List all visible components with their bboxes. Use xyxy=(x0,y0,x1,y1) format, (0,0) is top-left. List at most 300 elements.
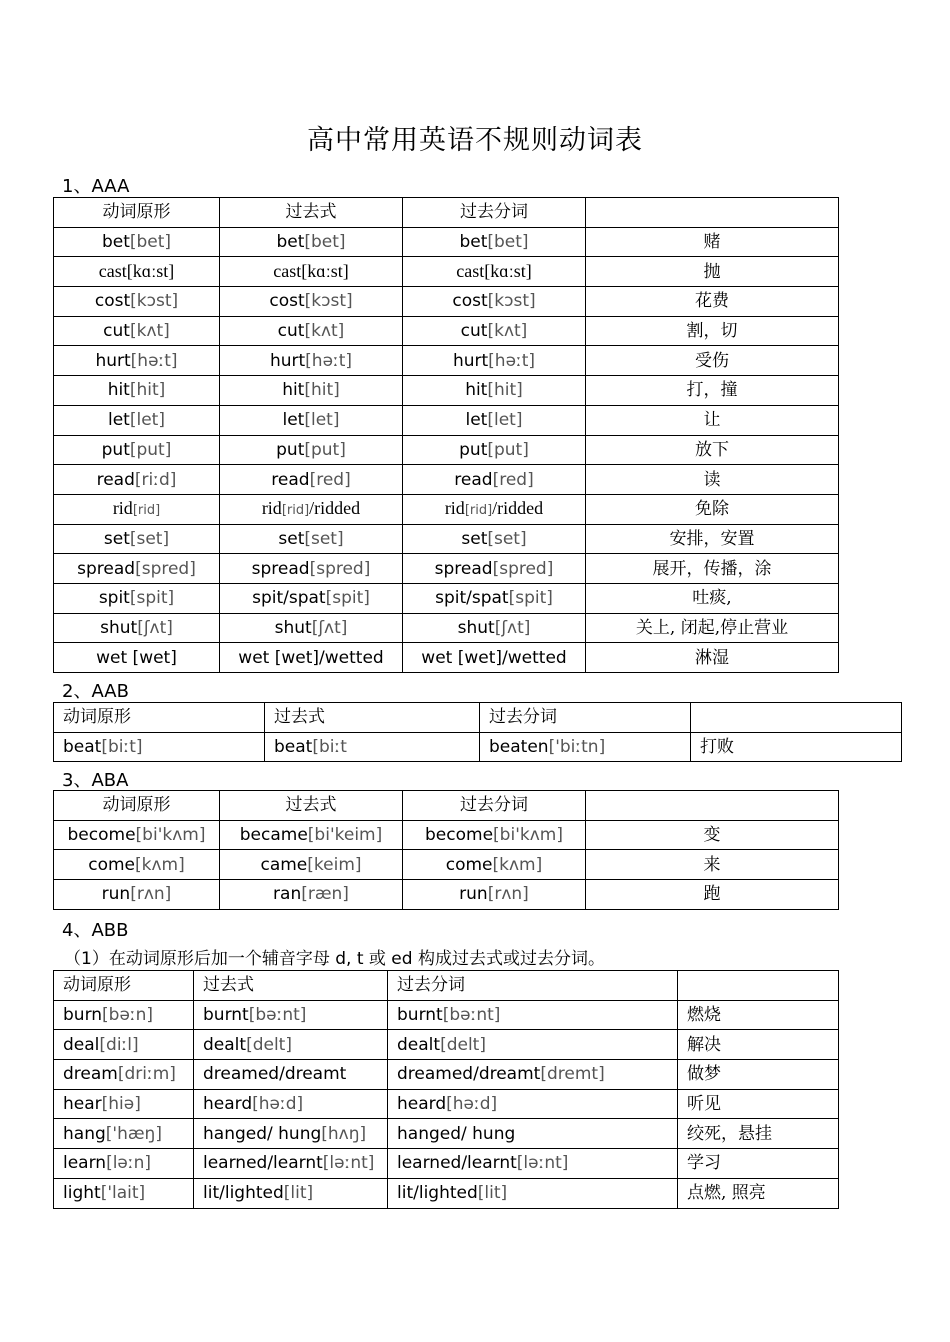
header-cell: 过去式 xyxy=(265,703,480,733)
phonetic: [let] xyxy=(304,410,340,431)
verb-word: deal xyxy=(63,1034,100,1055)
verb-word: let xyxy=(465,410,488,431)
table-row xyxy=(54,1000,839,1030)
verb-form-cell xyxy=(403,257,586,287)
phonetic: [kʌt] xyxy=(487,321,528,342)
verb-form-cell xyxy=(388,1089,678,1119)
verb-word: come xyxy=(445,854,493,875)
header-row xyxy=(54,971,839,1001)
verb-form-cell xyxy=(403,465,586,495)
verb-form-cell xyxy=(220,583,403,613)
meaning-cell: 抛 xyxy=(586,257,839,287)
verb-word: hurt xyxy=(269,350,306,371)
verb-form-cell xyxy=(403,376,586,406)
verb-word: come xyxy=(88,854,136,875)
verb-form-cell xyxy=(54,1089,194,1119)
verb-form-cell xyxy=(54,1000,194,1030)
table-row xyxy=(54,227,839,257)
section-heading-aab: 2、AAB xyxy=(62,681,129,702)
verb-word: rid xyxy=(261,497,282,518)
verb-form-cell xyxy=(54,494,220,524)
table-row xyxy=(54,435,839,465)
header-cell: 过去式 xyxy=(220,198,403,228)
table-row xyxy=(54,1060,839,1090)
table-row xyxy=(54,1178,839,1208)
header-cell xyxy=(586,198,839,228)
phonetic: [həːt] xyxy=(130,350,178,371)
table-row xyxy=(54,1149,839,1179)
header-cell: 动词原形 xyxy=(54,703,265,733)
meaning-cell: 让 xyxy=(586,405,839,435)
verb-word: became xyxy=(239,825,308,846)
table-abb xyxy=(53,970,839,1209)
header-cell: 过去分词 xyxy=(403,791,586,821)
meaning-cell: 跑 xyxy=(586,880,839,910)
phonetic: [red] xyxy=(309,469,351,490)
header-cell: 过去式 xyxy=(220,791,403,821)
verb-form-cell xyxy=(403,494,586,524)
meaning-cell: 吐痰, xyxy=(586,583,839,613)
phonetic: [ləːnt] xyxy=(322,1153,375,1174)
verb-form-cell xyxy=(220,227,403,257)
verb-word: dealt xyxy=(397,1034,441,1055)
phonetic: [kɔst] xyxy=(304,291,353,312)
verb-word: shut xyxy=(100,617,138,638)
page-title: 高中常用英语不规则动词表 xyxy=(307,125,643,156)
phonetic: [let] xyxy=(129,410,165,431)
phonetic: [həːt] xyxy=(488,350,536,371)
phonetic: [diːl] xyxy=(99,1034,139,1055)
verb-word: wet [wet] xyxy=(96,647,177,668)
verb-word: lit/lighted xyxy=(397,1183,478,1204)
verb-form-cell xyxy=(265,732,480,762)
verb-form-cell xyxy=(194,1119,388,1149)
phonetic: [hit] xyxy=(304,380,340,401)
verb-word: read xyxy=(271,469,310,490)
phonetic: [həːd] xyxy=(252,1094,304,1115)
verb-form-cell xyxy=(220,494,403,524)
verb-form-cell xyxy=(388,1030,678,1060)
verb-form-cell xyxy=(403,346,586,376)
phonetic: [spred] xyxy=(309,558,371,579)
table-row xyxy=(54,257,839,287)
table-row xyxy=(54,880,839,910)
verb-form-cell xyxy=(220,820,403,850)
verb-word: shut xyxy=(457,617,495,638)
verb-form-cell xyxy=(54,227,220,257)
verb-word: dreamed/dreamt xyxy=(397,1064,541,1085)
verb-word: dream xyxy=(63,1064,118,1085)
verb-form-cell xyxy=(388,1178,678,1208)
header-cell xyxy=(586,791,839,821)
verb-word: heard xyxy=(203,1094,253,1115)
meaning-cell: 听见 xyxy=(678,1089,839,1119)
verb-word: let xyxy=(108,410,130,431)
verb-word: burnt xyxy=(397,1005,443,1026)
verb-form-cell xyxy=(220,257,403,287)
meaning-cell: 淋湿 xyxy=(586,643,839,673)
phonetic: [bəːn] xyxy=(102,1005,154,1026)
verb-form-cell xyxy=(54,1119,194,1149)
verb-word: set xyxy=(278,528,305,549)
verb-form-cell xyxy=(403,405,586,435)
phonetic: ['hæŋ] xyxy=(105,1123,162,1144)
verb-word: run xyxy=(459,884,488,905)
phonetic: [set] xyxy=(487,528,527,549)
meaning-cell: 来 xyxy=(586,850,839,880)
header-cell: 过去式 xyxy=(194,971,388,1001)
verb-word: put xyxy=(101,439,130,460)
phonetic: ['lait] xyxy=(100,1183,146,1204)
verb-form-cell xyxy=(403,316,586,346)
verb-form-cell xyxy=(403,435,586,465)
table-aaa xyxy=(53,197,839,673)
phonetic: [biːt xyxy=(312,737,347,758)
verb-suffix: /ridded xyxy=(492,497,544,518)
verb-form-cell xyxy=(194,1000,388,1030)
phonetic: [hit] xyxy=(487,380,523,401)
phonetic: [biːt] xyxy=(101,737,143,758)
phonetic: [lit] xyxy=(283,1183,314,1204)
verb-form-cell xyxy=(54,880,220,910)
phonetic: [delt] xyxy=(246,1034,292,1055)
phonetic: [rid] xyxy=(281,502,310,518)
phonetic: [bəːnt] xyxy=(248,1005,307,1026)
verb-form-cell xyxy=(54,435,220,465)
meaning-cell: 受伤 xyxy=(586,346,839,376)
verb-word: bet xyxy=(101,232,130,253)
phonetic: [delt] xyxy=(440,1034,486,1055)
phonetic: [riːd] xyxy=(134,469,177,490)
phonetic: [spred] xyxy=(492,558,554,579)
verb-form-cell xyxy=(403,554,586,584)
verb-word: hanged/ hung xyxy=(397,1123,516,1144)
verb-word: read xyxy=(96,469,135,490)
verb-word: cost xyxy=(269,291,305,312)
verb-form-cell xyxy=(388,1000,678,1030)
verb-form-cell xyxy=(54,613,220,643)
phonetic: [lit] xyxy=(477,1183,508,1204)
table-row xyxy=(54,405,839,435)
verb-word: hear xyxy=(63,1094,102,1115)
verb-word: wet [wet]/wetted xyxy=(238,647,384,668)
verb-form-cell xyxy=(54,316,220,346)
meaning-cell: 点燃, 照亮 xyxy=(678,1178,839,1208)
table-row xyxy=(54,316,839,346)
phonetic: [spit] xyxy=(508,588,553,609)
verb-form-cell xyxy=(403,850,586,880)
header-cell xyxy=(691,703,902,733)
verb-form-cell xyxy=(220,405,403,435)
verb-word: spread xyxy=(434,558,493,579)
verb-form-cell xyxy=(54,583,220,613)
phonetic: [həːt] xyxy=(305,350,353,371)
phonetic: [kɔst] xyxy=(130,291,179,312)
phonetic: [ʃʌt] xyxy=(137,617,173,638)
verb-word: cost xyxy=(94,291,131,312)
verb-word: hit xyxy=(107,380,130,401)
meaning-cell: 割，切 xyxy=(586,316,839,346)
verb-form-cell xyxy=(54,554,220,584)
verb-word: learn xyxy=(63,1153,107,1174)
verb-form-cell xyxy=(54,376,220,406)
verb-form-cell xyxy=(54,1149,194,1179)
verb-word: set xyxy=(461,528,488,549)
meaning-cell: 学习 xyxy=(678,1149,839,1179)
phonetic: [ləːn] xyxy=(106,1153,152,1174)
phonetic: [ʃʌt] xyxy=(494,617,531,638)
verb-form-cell xyxy=(54,405,220,435)
table-row xyxy=(54,583,839,613)
phonetic: [hʌŋ] xyxy=(321,1123,367,1144)
meaning-cell: 花费 xyxy=(586,287,839,317)
verb-word: run xyxy=(101,884,131,905)
verb-word: hit xyxy=(282,380,305,401)
verb-word: cast[kɑːst] xyxy=(98,261,175,282)
phonetic: [bet] xyxy=(129,232,172,253)
table-row xyxy=(54,494,839,524)
table-row xyxy=(54,643,839,673)
verb-form-cell xyxy=(220,435,403,465)
verb-form-cell xyxy=(403,227,586,257)
verb-form-cell xyxy=(54,1030,194,1060)
verb-word: spit/spat xyxy=(435,588,509,609)
phonetic: [rid] xyxy=(464,502,493,518)
verb-word: burn xyxy=(63,1005,103,1026)
verb-form-cell xyxy=(403,583,586,613)
verb-word: beat xyxy=(63,737,102,758)
verb-form-cell xyxy=(388,1149,678,1179)
verb-form-cell xyxy=(220,613,403,643)
verb-form-cell xyxy=(54,850,220,880)
phonetic: [set] xyxy=(129,528,170,549)
verb-word: put xyxy=(276,439,305,460)
phonetic: [ʃʌt] xyxy=(311,617,348,638)
verb-form-cell xyxy=(220,346,403,376)
verb-word: rid xyxy=(112,497,133,518)
verb-word: cast[kɑːst] xyxy=(273,261,349,282)
phonetic: [kɔst] xyxy=(487,291,536,312)
header-cell: 过去分词 xyxy=(403,198,586,228)
phonetic: [bi'kʌm] xyxy=(493,825,563,846)
phonetic: [hit] xyxy=(129,380,166,401)
phonetic: [bet] xyxy=(304,232,346,253)
phonetic: [let] xyxy=(487,410,523,431)
verb-word: spread xyxy=(77,558,136,579)
meaning-cell: 做梦 xyxy=(678,1060,839,1090)
verb-form-cell xyxy=(403,287,586,317)
table-row xyxy=(54,1089,839,1119)
verb-word: hurt xyxy=(452,350,489,371)
phonetic: [put] xyxy=(129,439,172,460)
phonetic: [spit] xyxy=(325,588,370,609)
table-row xyxy=(54,346,839,376)
verb-form-cell xyxy=(54,287,220,317)
header-cell: 过去分词 xyxy=(480,703,691,733)
verb-word: bet xyxy=(459,232,488,253)
verb-word: become xyxy=(67,825,136,846)
verb-suffix: /ridded xyxy=(309,497,361,518)
section-note-abb: （1）在动词原形后加一个辅音字母 d, t 或 ed 构成过去式或过去分词。 xyxy=(64,949,605,969)
phonetic: [ræn] xyxy=(301,884,349,905)
verb-form-cell xyxy=(220,287,403,317)
table-row xyxy=(54,850,839,880)
verb-word: spit/spat xyxy=(252,588,326,609)
verb-word: hanged/ hung xyxy=(203,1123,322,1144)
phonetic: [bet] xyxy=(487,232,529,253)
phonetic: [put] xyxy=(304,439,346,460)
verb-form-cell xyxy=(54,820,220,850)
header-row xyxy=(54,791,839,821)
section-heading-aaa: 1、AAA xyxy=(62,176,130,197)
verb-word: heard xyxy=(397,1094,447,1115)
phonetic: [ləːnt] xyxy=(516,1153,569,1174)
phonetic: [kʌt] xyxy=(129,321,170,342)
verb-word: shut xyxy=(274,617,312,638)
verb-form-cell xyxy=(220,880,403,910)
phonetic: ['biːtn] xyxy=(548,737,606,758)
verb-word: beat xyxy=(274,737,313,758)
table-row xyxy=(54,613,839,643)
verb-word: cut xyxy=(277,321,305,342)
phonetic: [rid] xyxy=(132,502,161,518)
header-cell: 动词原形 xyxy=(54,791,220,821)
meaning-cell: 解决 xyxy=(678,1030,839,1060)
verb-form-cell xyxy=(220,554,403,584)
phonetic: [put] xyxy=(487,439,529,460)
header-cell: 动词原形 xyxy=(54,971,194,1001)
table-row xyxy=(54,524,839,554)
verb-word: cut xyxy=(103,321,130,342)
phonetic: [set] xyxy=(304,528,344,549)
phonetic: [spit] xyxy=(129,588,175,609)
phonetic: [bi'kʌm] xyxy=(135,825,206,846)
table-row xyxy=(54,554,839,584)
verb-word: came xyxy=(260,854,308,875)
header-cell: 过去分词 xyxy=(388,971,678,1001)
phonetic: [dremt] xyxy=(540,1064,605,1085)
meaning-cell: 绞死，悬挂 xyxy=(678,1119,839,1149)
verb-word: become xyxy=(425,825,494,846)
meaning-cell: 燃烧 xyxy=(678,1000,839,1030)
verb-word: hit xyxy=(465,380,488,401)
meaning-cell: 打败 xyxy=(691,732,902,762)
phonetic: [hiə] xyxy=(101,1094,141,1115)
verb-form-cell xyxy=(220,376,403,406)
header-cell: 动词原形 xyxy=(54,198,220,228)
header-row xyxy=(54,703,902,733)
phonetic: [kʌt] xyxy=(304,321,345,342)
verb-form-cell xyxy=(54,1178,194,1208)
verb-word: put xyxy=(459,439,488,460)
phonetic: [həːd] xyxy=(446,1094,498,1115)
verb-form-cell xyxy=(194,1149,388,1179)
table-row xyxy=(54,465,839,495)
verb-word: cast[kɑːst] xyxy=(456,261,532,282)
verb-word: light xyxy=(63,1183,101,1204)
verb-form-cell xyxy=(54,257,220,287)
table-row xyxy=(54,1119,839,1149)
verb-word: hang xyxy=(63,1123,106,1144)
verb-form-cell xyxy=(54,732,265,762)
verb-word: read xyxy=(454,469,493,490)
meaning-cell: 免除 xyxy=(586,494,839,524)
verb-form-cell xyxy=(54,1060,194,1090)
phonetic: [rʌn] xyxy=(130,884,172,905)
table-row xyxy=(54,1030,839,1060)
verb-form-cell xyxy=(220,465,403,495)
verb-form-cell xyxy=(403,880,586,910)
verb-form-cell xyxy=(220,524,403,554)
phonetic: [kʌm] xyxy=(492,854,543,875)
verb-form-cell xyxy=(403,820,586,850)
verb-word: dealt xyxy=(203,1034,247,1055)
phonetic: [driːm] xyxy=(117,1064,176,1085)
verb-form-cell xyxy=(220,643,403,673)
section-heading-aba: 3、ABA xyxy=(62,770,129,791)
header-cell xyxy=(678,971,839,1001)
phonetic: [bi'keim] xyxy=(307,825,383,846)
table-row xyxy=(54,732,902,762)
verb-word: spread xyxy=(251,558,310,579)
verb-word: let xyxy=(282,410,305,431)
verb-form-cell xyxy=(403,643,586,673)
verb-form-cell xyxy=(388,1060,678,1090)
verb-form-cell xyxy=(194,1030,388,1060)
phonetic: [spred] xyxy=(135,558,196,579)
verb-form-cell xyxy=(54,643,220,673)
table-row xyxy=(54,820,839,850)
section-heading-abb: 4、ABB xyxy=(62,920,129,941)
meaning-cell: 赌 xyxy=(586,227,839,257)
verb-form-cell xyxy=(194,1089,388,1119)
verb-word: bet xyxy=(276,232,305,253)
phonetic: [kʌm] xyxy=(135,854,185,875)
verb-word: spit xyxy=(98,588,130,609)
table-aab xyxy=(53,702,902,762)
verb-word: burnt xyxy=(203,1005,249,1026)
verb-form-cell xyxy=(194,1178,388,1208)
verb-form-cell xyxy=(388,1119,678,1149)
verb-form-cell xyxy=(403,524,586,554)
verb-word: cut xyxy=(460,321,488,342)
table-aba xyxy=(53,790,839,910)
phonetic: [keim] xyxy=(307,854,362,875)
verb-word: hurt xyxy=(95,350,131,371)
header-row xyxy=(54,198,839,228)
verb-word: rid xyxy=(444,497,465,518)
meaning-cell: 打，撞 xyxy=(586,376,839,406)
verb-word: ran xyxy=(273,884,302,905)
verb-form-cell xyxy=(54,346,220,376)
verb-form-cell xyxy=(220,316,403,346)
verb-form-cell xyxy=(220,850,403,880)
meaning-cell: 读 xyxy=(586,465,839,495)
verb-word: set xyxy=(103,528,130,549)
verb-word: beaten xyxy=(489,737,549,758)
meaning-cell: 关上, 闭起,停止营业 xyxy=(586,613,839,643)
phonetic: [rʌn] xyxy=(487,884,529,905)
verb-word: learned/learnt xyxy=(203,1153,323,1174)
verb-form-cell xyxy=(480,732,691,762)
verb-form-cell xyxy=(194,1060,388,1090)
phonetic: [red] xyxy=(492,469,534,490)
verb-word: wet [wet]/wetted xyxy=(421,647,567,668)
meaning-cell: 变 xyxy=(586,820,839,850)
phonetic: [bəːnt] xyxy=(442,1005,501,1026)
verb-word: dreamed/dreamt xyxy=(203,1064,347,1085)
meaning-cell: 展开，传播，涂 xyxy=(586,554,839,584)
